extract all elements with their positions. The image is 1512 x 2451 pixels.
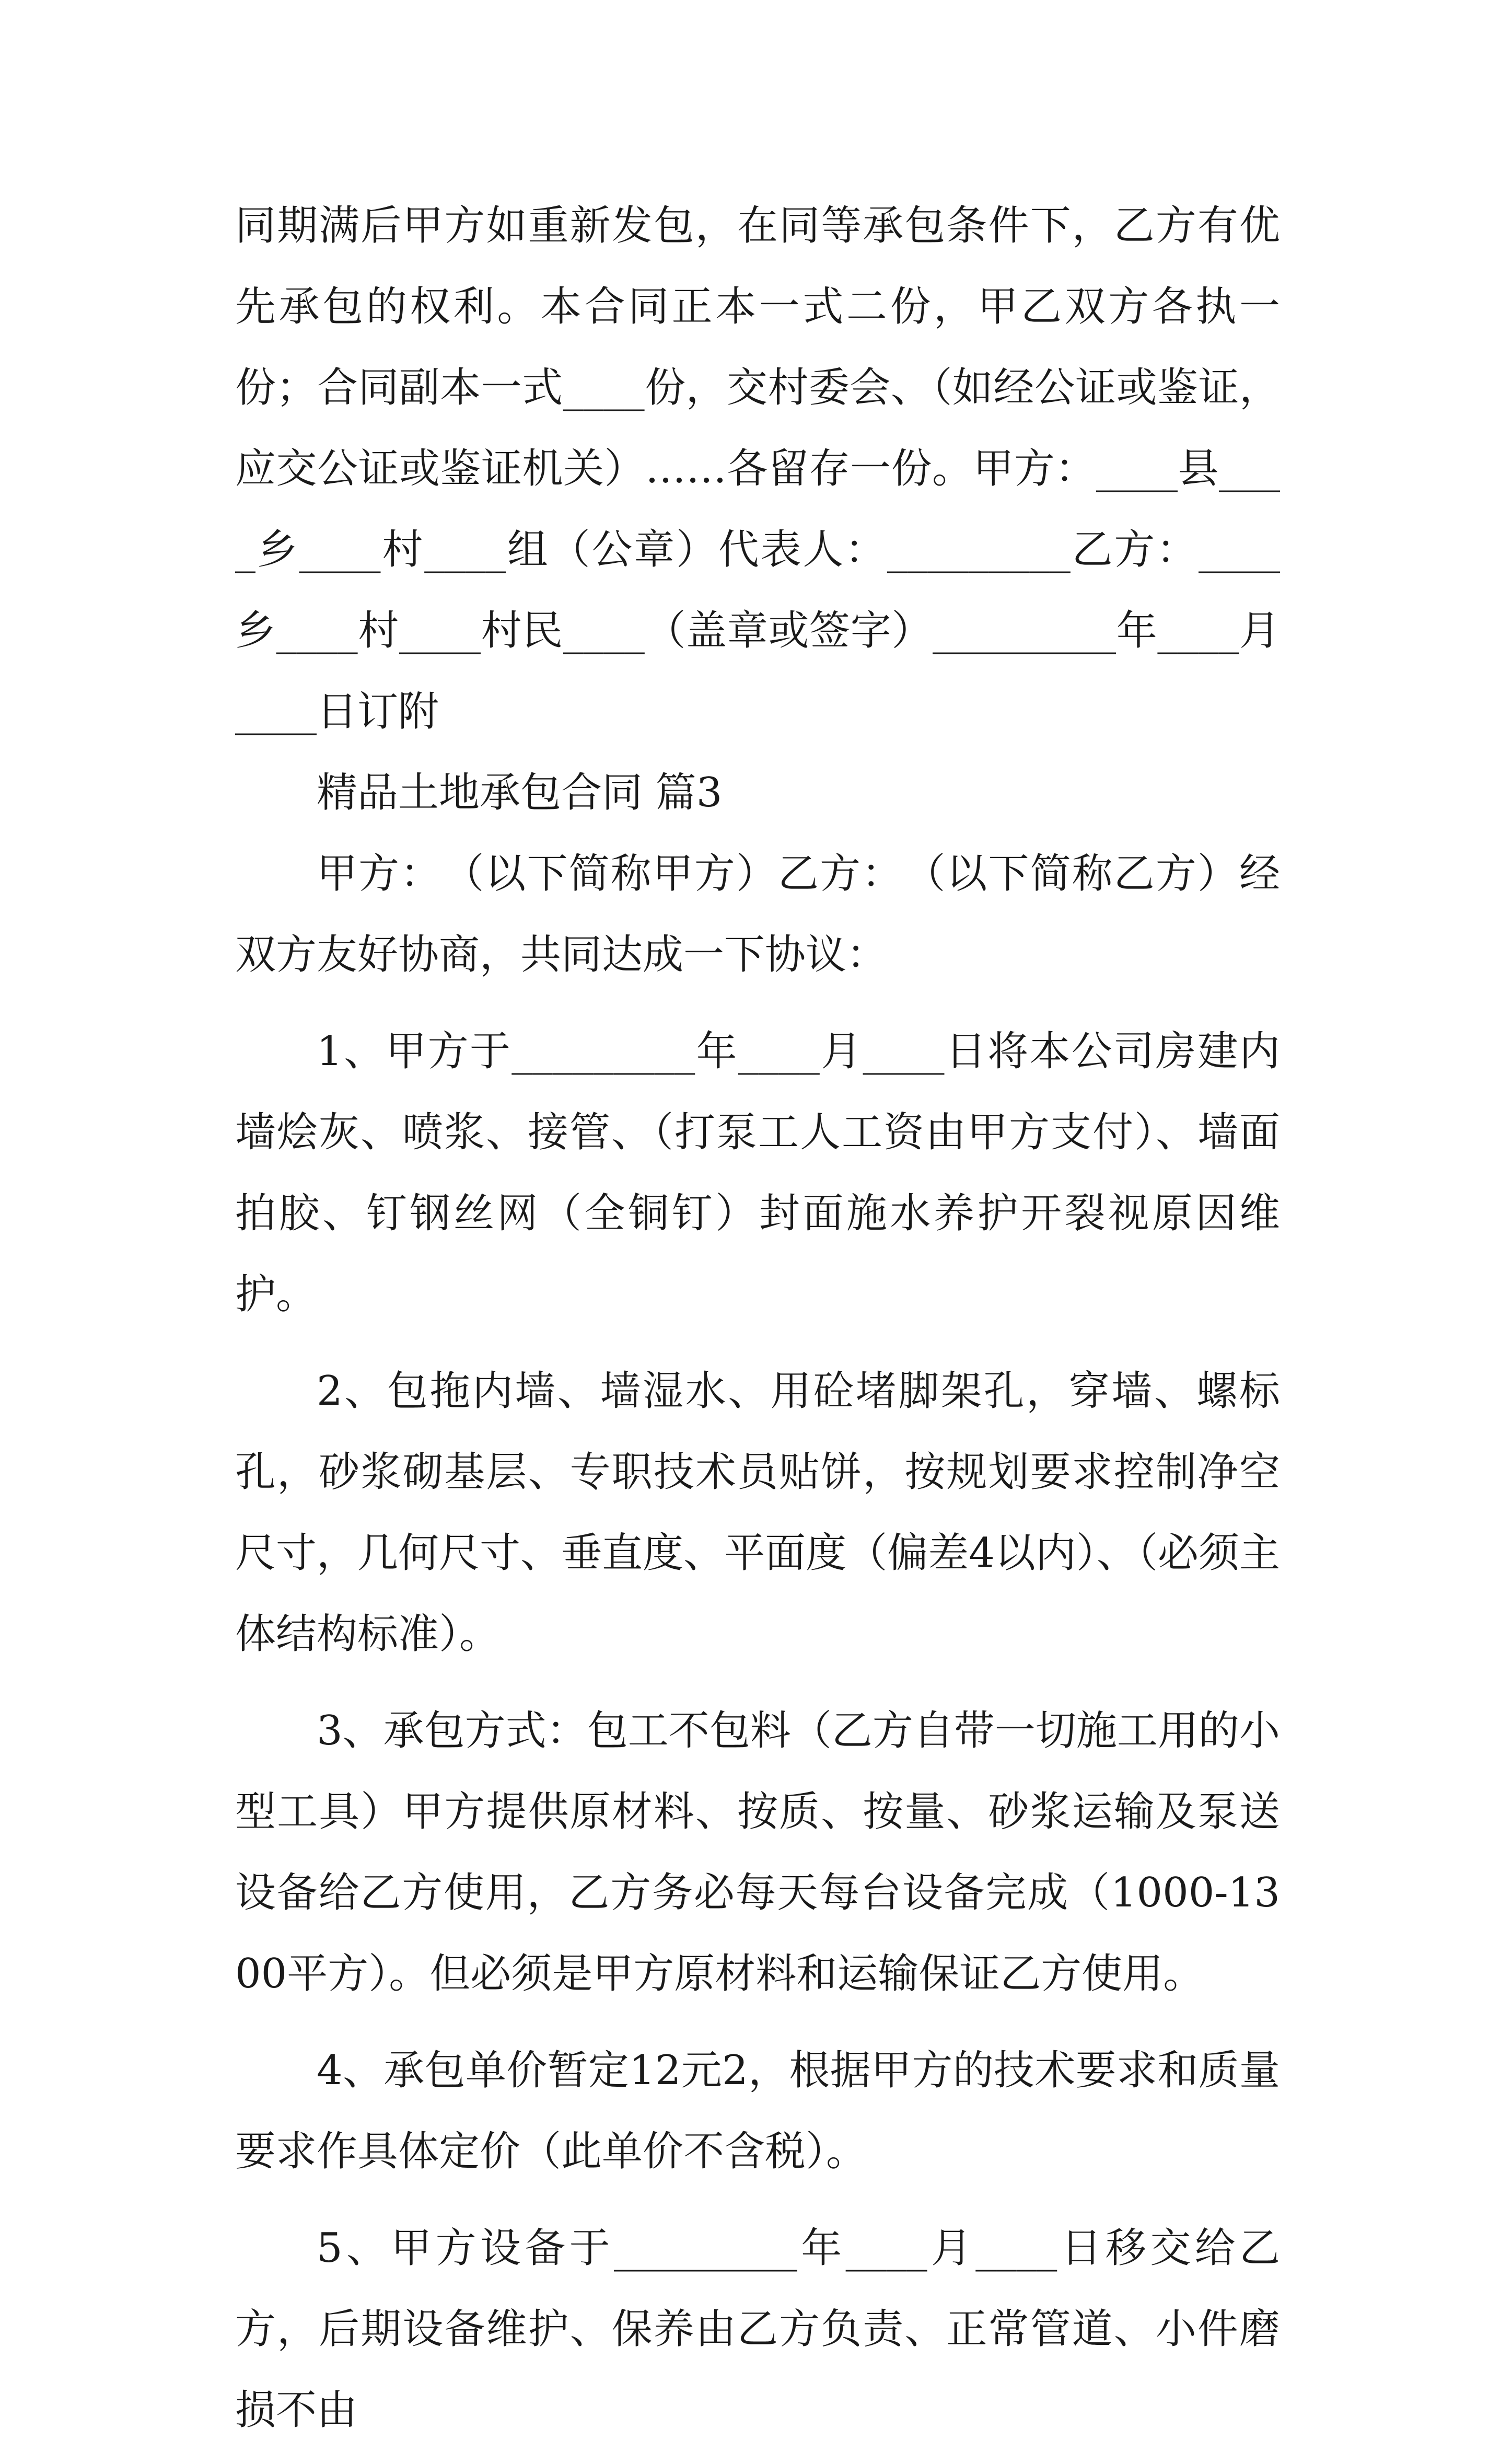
section-heading: 精品土地承包合同 篇3 <box>317 769 723 816</box>
paragraph-parties: 甲方： （以下简称甲方）乙方： （以下简称乙方）经双方友好协商，共同达成一下协议： <box>235 850 1280 978</box>
paragraph-clause-3: 3、承包方式：包工不包料（乙方自带一切施工用的小型工具）甲方提供原材料、按质、按量、砂浆运输及泵送设备给乙方使用，乙方务必每天每台设备完成（1000-1300平方）。但必须是甲方原材料和运输保证乙方使用。 <box>235 1707 1280 1997</box>
document-body <box>235 186 1280 2451</box>
paragraph-clause-2: 2、包拖内墙、墙湿水、用砼堵脚架孔，穿墙、螺标孔，砂浆砌基层、专职技术员贴饼，按规划要求控制净空尺寸，几何尺寸、垂直度、平面度（偏差4以内）、（必须主体结构标准）。 <box>235 1368 1280 1658</box>
paragraph-clause-1: 1、甲方于_________年____月____日将本公司房建内墙烩灰、喷浆、接管、（打泵工人工资由甲方支付）、墙面拍胶、钉钢丝网（全铜钉）封面施水养护开裂视原因维护。 <box>235 1028 1280 1318</box>
paragraph-continuation: 同期满后甲方如重新发包，在同等承包条件下，乙方有优先承包的权利。本合同正本一式二份，甲乙双方各执一份；合同副本一式____份，交村委会、（如经公证或鉴证，应交公证或鉴证机关）……各留存一份。甲方：____县____乡____村____组（公章）代表人：_________乙方：____乡____村____村民____（盖章或签字）_________年____月____日订附 <box>235 202 1280 735</box>
paragraph-clause-4: 4、承包单价暂定12元2，根据甲方的技术要求和质量要求作具体定价（此单价不含税）。 <box>235 2047 1280 2175</box>
paragraph-clause-5: 5、甲方设备于_________年____月____日移交给乙方，后期设备维护、保养由乙方负责、正常管道、小件磨损不由 <box>235 2225 1280 2434</box>
